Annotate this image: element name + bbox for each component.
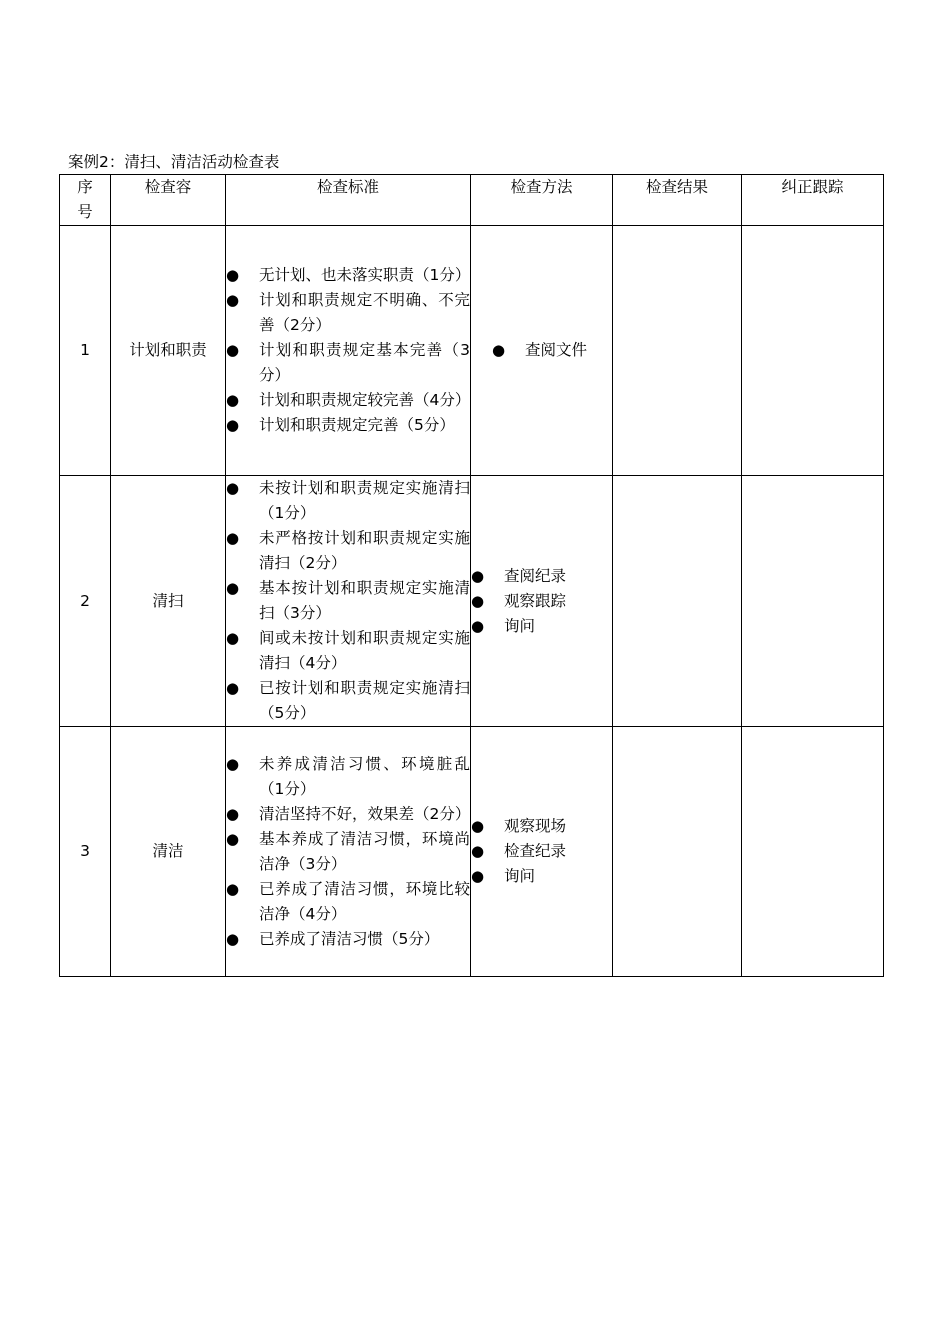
standard-item: ● 已养成了清洁习惯，环境比较洁净（4分） — [226, 877, 470, 927]
row-standards — [226, 727, 471, 977]
standard-item: ● 间或未按计划和职责规定实施清扫（4分） — [226, 626, 470, 676]
table-row — [60, 727, 884, 977]
row-standards — [226, 226, 471, 476]
standard-item: ● 清洁坚持不好，效果差（2分） — [226, 802, 470, 827]
method-item: ● 观察跟踪 — [471, 589, 612, 614]
row-methods — [471, 226, 613, 476]
standard-item: ● 未按计划和职责规定实施清扫（1分） — [226, 476, 470, 526]
standard-item: ● 未严格按计划和职责规定实施清扫（2分） — [226, 526, 470, 576]
method-item: ● 查阅纪录 — [471, 564, 612, 589]
row-standards — [226, 476, 471, 727]
row-number: 2 — [60, 476, 111, 727]
header-method: 检查方法 — [471, 175, 613, 226]
table-row — [60, 476, 884, 727]
method-item: ● 观察现场 — [471, 814, 612, 839]
standard-item: ● 无计划、也未落实职责（1分） — [226, 263, 470, 288]
header-tracking: 纠正跟踪 — [742, 175, 884, 226]
standard-item: ● 计划和职责规定不明确、不完善（2分） — [226, 288, 470, 338]
standard-item: ● 基本养成了清洁习惯，环境尚洁净（3分） — [226, 827, 470, 877]
method-item: ● 查阅文件 — [492, 338, 612, 363]
standard-item: ● 已养成了清洁习惯（5分） — [226, 927, 470, 952]
header-row — [60, 175, 884, 226]
header-standard: 检查标准 — [226, 175, 471, 226]
method-item: ● 检查纪录 — [471, 839, 612, 864]
standard-item: ● 计划和职责规定较完善（4分） — [226, 388, 470, 413]
standard-item: ● 计划和职责规定完善（5分） — [226, 413, 470, 438]
row-methods — [471, 476, 613, 727]
standard-item: ● 基本按计划和职责规定实施清扫（3分） — [226, 576, 470, 626]
row-result[interactable] — [613, 476, 742, 727]
method-item: ● 询问 — [471, 864, 612, 889]
header-content: 检查容 — [111, 175, 226, 226]
row-result[interactable] — [613, 226, 742, 476]
standard-item: ● 已按计划和职责规定实施清扫（5分） — [226, 676, 470, 726]
method-item: ● 询问 — [471, 614, 612, 639]
row-number: 3 — [60, 727, 111, 977]
row-content: 清扫 — [111, 476, 226, 727]
header-no: 序号 — [60, 175, 111, 226]
table-row — [60, 226, 884, 476]
row-result[interactable] — [613, 727, 742, 977]
row-number: 1 — [60, 226, 111, 476]
row-tracking[interactable] — [742, 226, 884, 476]
row-content: 清洁 — [111, 727, 226, 977]
row-content: 计划和职责 — [111, 226, 226, 476]
row-methods — [471, 727, 613, 977]
header-result: 检查结果 — [613, 175, 742, 226]
table-caption: 案例2：清扫、清洁活动检查表 — [68, 153, 280, 171]
standard-item: ● 未养成清洁习惯、环境脏乱（1分） — [226, 752, 470, 802]
standard-item: ● 计划和职责规定基本完善（3分） — [226, 338, 470, 388]
row-tracking[interactable] — [742, 727, 884, 977]
row-tracking[interactable] — [742, 476, 884, 727]
inspection-table — [59, 174, 884, 977]
